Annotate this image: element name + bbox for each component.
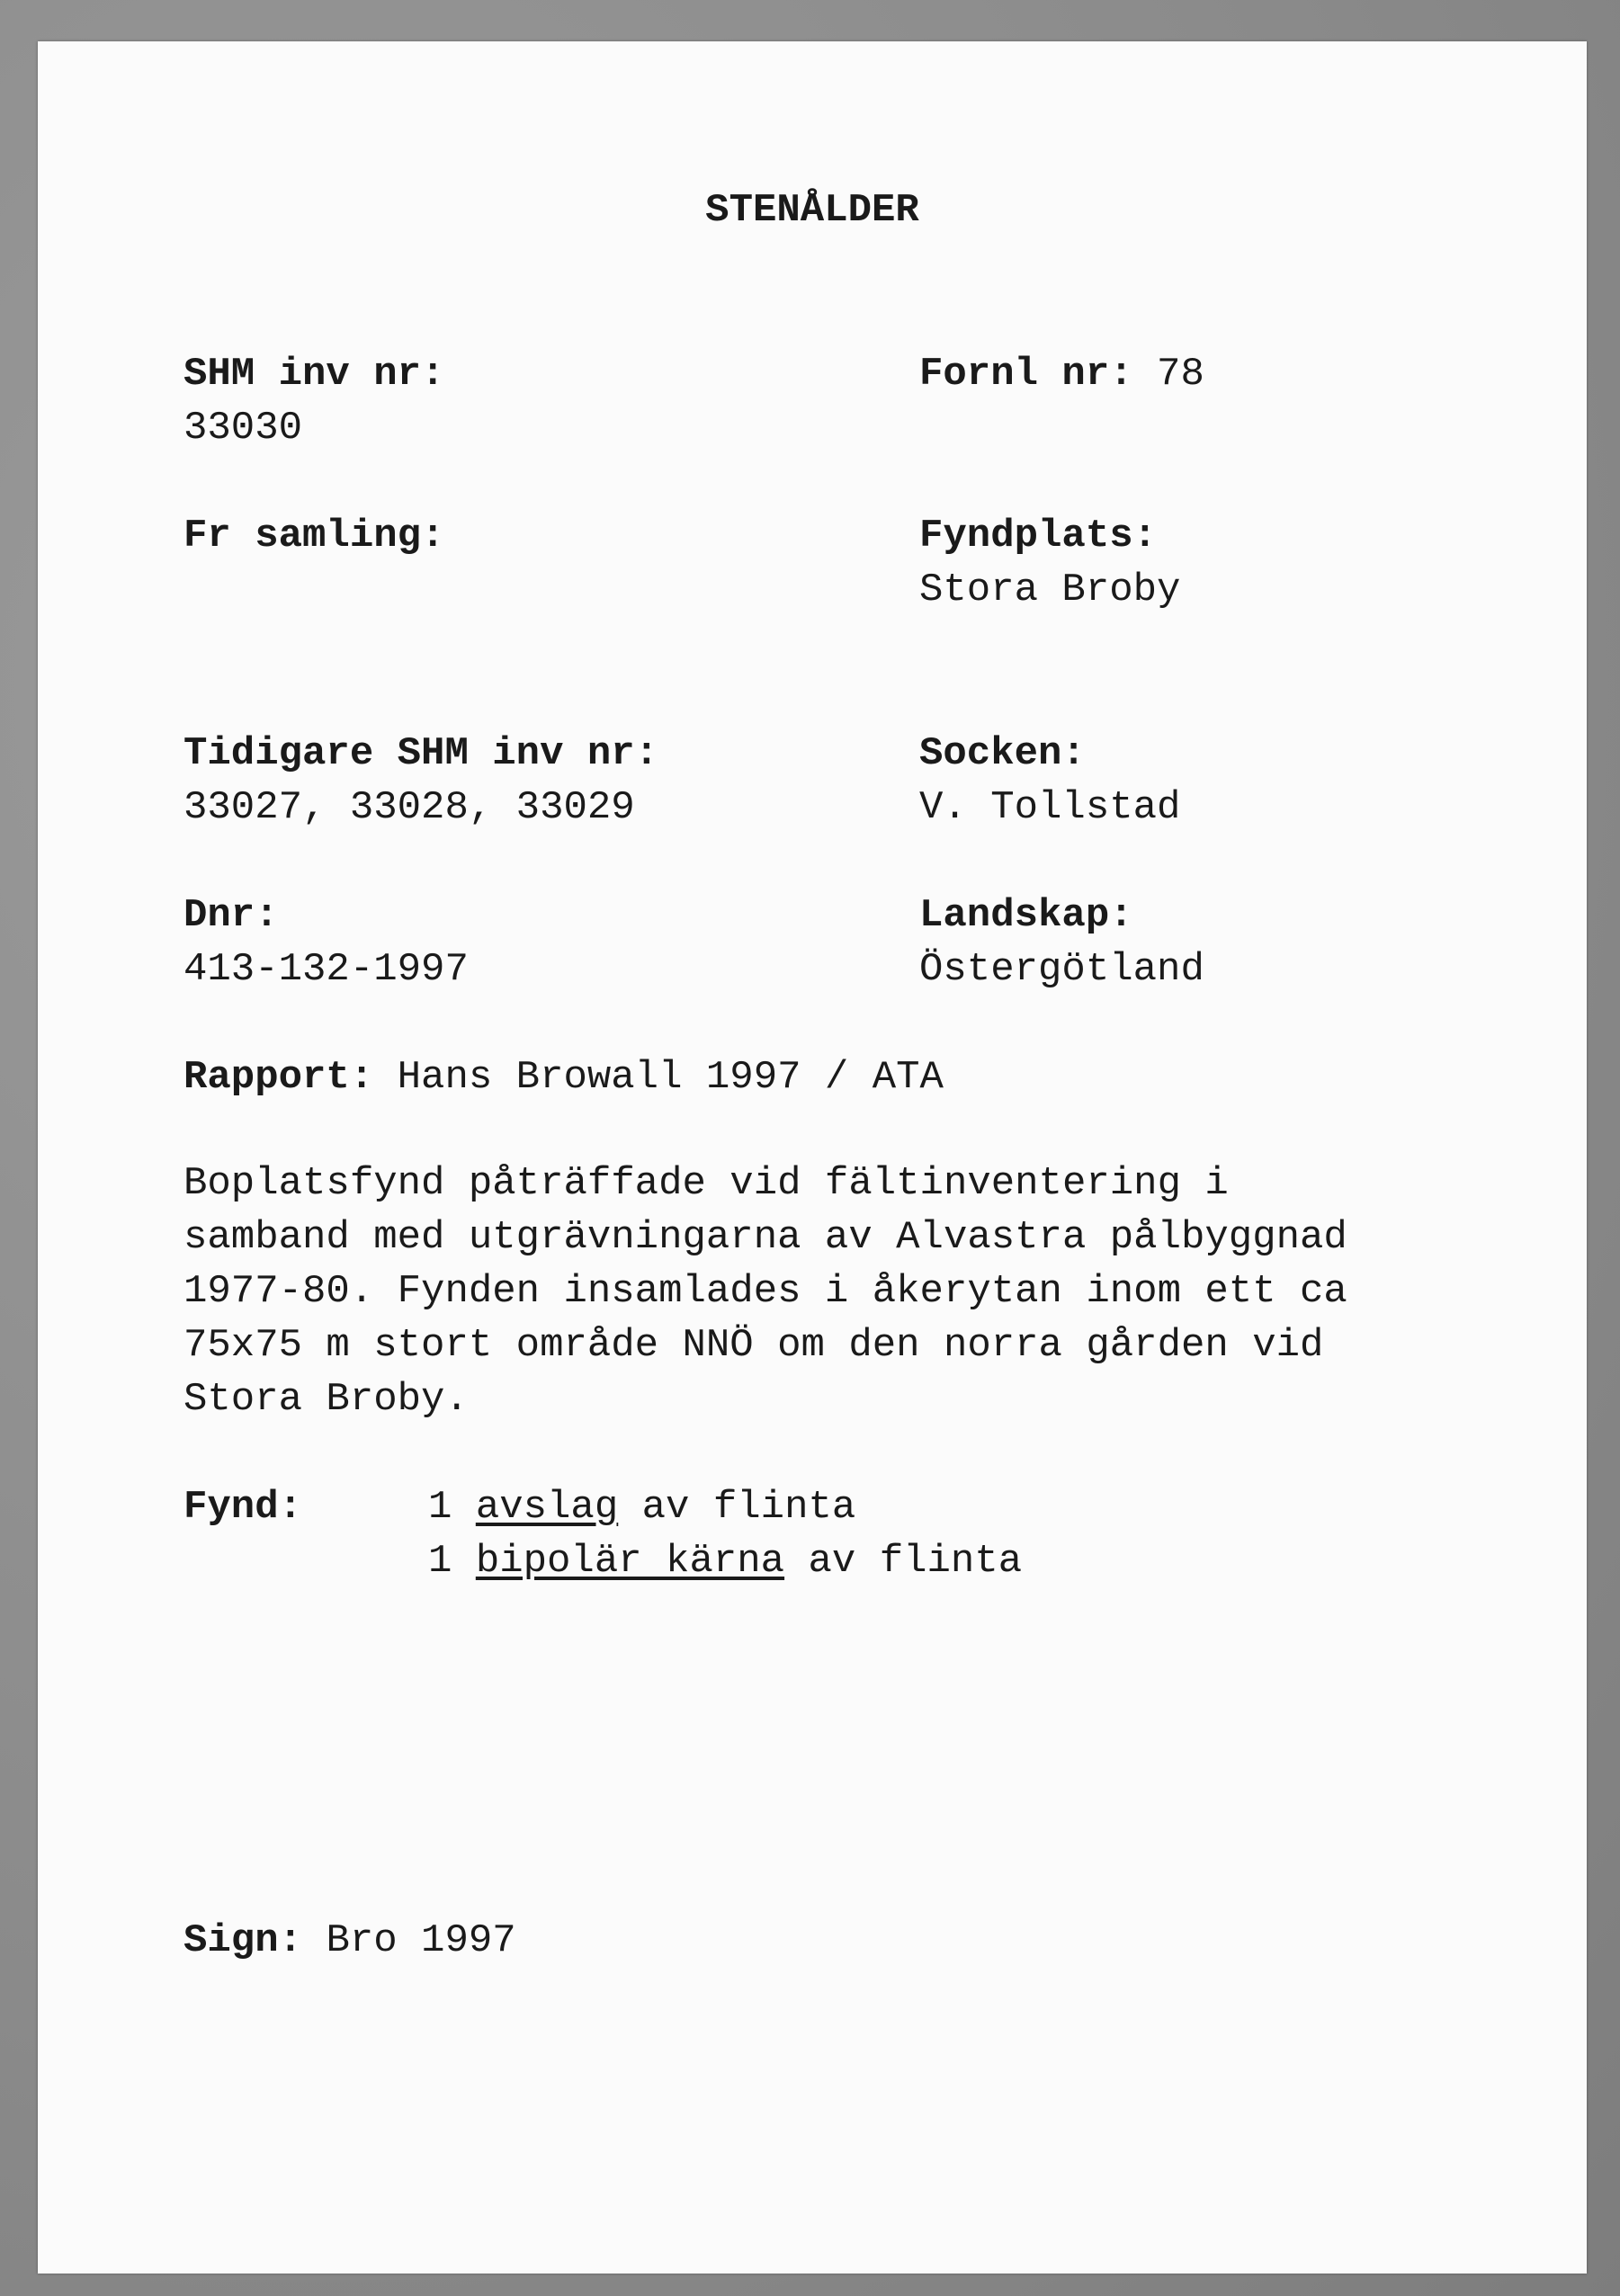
tidigare-value: 33027, 33028, 33029 <box>183 785 635 830</box>
socken-value: V. Tollstad <box>919 785 1181 830</box>
card-title: STENÅLDER <box>705 188 919 233</box>
description-line: 75x75 m stort område NNÖ om den norra gården vid <box>183 1323 1324 1368</box>
catalog-card <box>38 41 1587 2274</box>
rapport-label: Rapport: <box>183 1055 374 1100</box>
fynd-item <box>428 1480 855 1534</box>
fornl-label: Fornl nr: <box>919 352 1133 397</box>
sign-value: Bro 1997 <box>326 1918 516 1963</box>
fyndplats-value: Stora Broby <box>919 567 1181 612</box>
fynd-item-count: 1 <box>428 1485 452 1530</box>
dnr-label: Dnr: <box>183 893 279 938</box>
fynd-item-material: av flinta <box>641 1485 856 1530</box>
fynd-item-count: 1 <box>428 1539 452 1584</box>
landskap-label: Landskap: <box>919 893 1133 938</box>
fyndplats-label: Fyndplats: <box>919 514 1158 558</box>
rapport-value: Hans Browall 1997 / ATA <box>397 1055 944 1100</box>
sign-field <box>183 1914 516 1968</box>
rapport-field <box>183 1050 944 1104</box>
socken-label: Socken: <box>919 731 1086 776</box>
description-line: Boplatsfynd påträffade vid fältinventering i <box>183 1161 1229 1206</box>
shm-inv-value: 33030 <box>183 406 303 451</box>
description-line: samband med utgrävningarna av Alvastra pålbyggnad <box>183 1215 1347 1260</box>
fornl-field <box>919 347 1204 401</box>
fr-samling-label: Fr samling: <box>183 514 445 558</box>
fynd-item-name: avslag <box>475 1485 619 1530</box>
fynd-item-material: av flinta <box>808 1539 1023 1584</box>
landskap-value: Östergötland <box>919 947 1204 992</box>
description-line: Stora Broby. <box>183 1377 469 1422</box>
fynd-label: Fynd: <box>183 1485 303 1530</box>
description-paragraph <box>183 1157 1569 1426</box>
description-line: 1977-80. Fynden insamlades i åkerytan inom ett ca <box>183 1269 1347 1314</box>
fynd-item-name: bipolär kärna <box>475 1539 785 1584</box>
fynd-item <box>428 1534 1022 1588</box>
shm-inv-label: SHM inv nr: <box>183 352 445 397</box>
dnr-value: 413-132-1997 <box>183 947 469 992</box>
fornl-value: 78 <box>1157 352 1204 397</box>
tidigare-label: Tidigare SHM inv nr: <box>183 731 659 776</box>
sign-label: Sign: <box>183 1918 303 1963</box>
